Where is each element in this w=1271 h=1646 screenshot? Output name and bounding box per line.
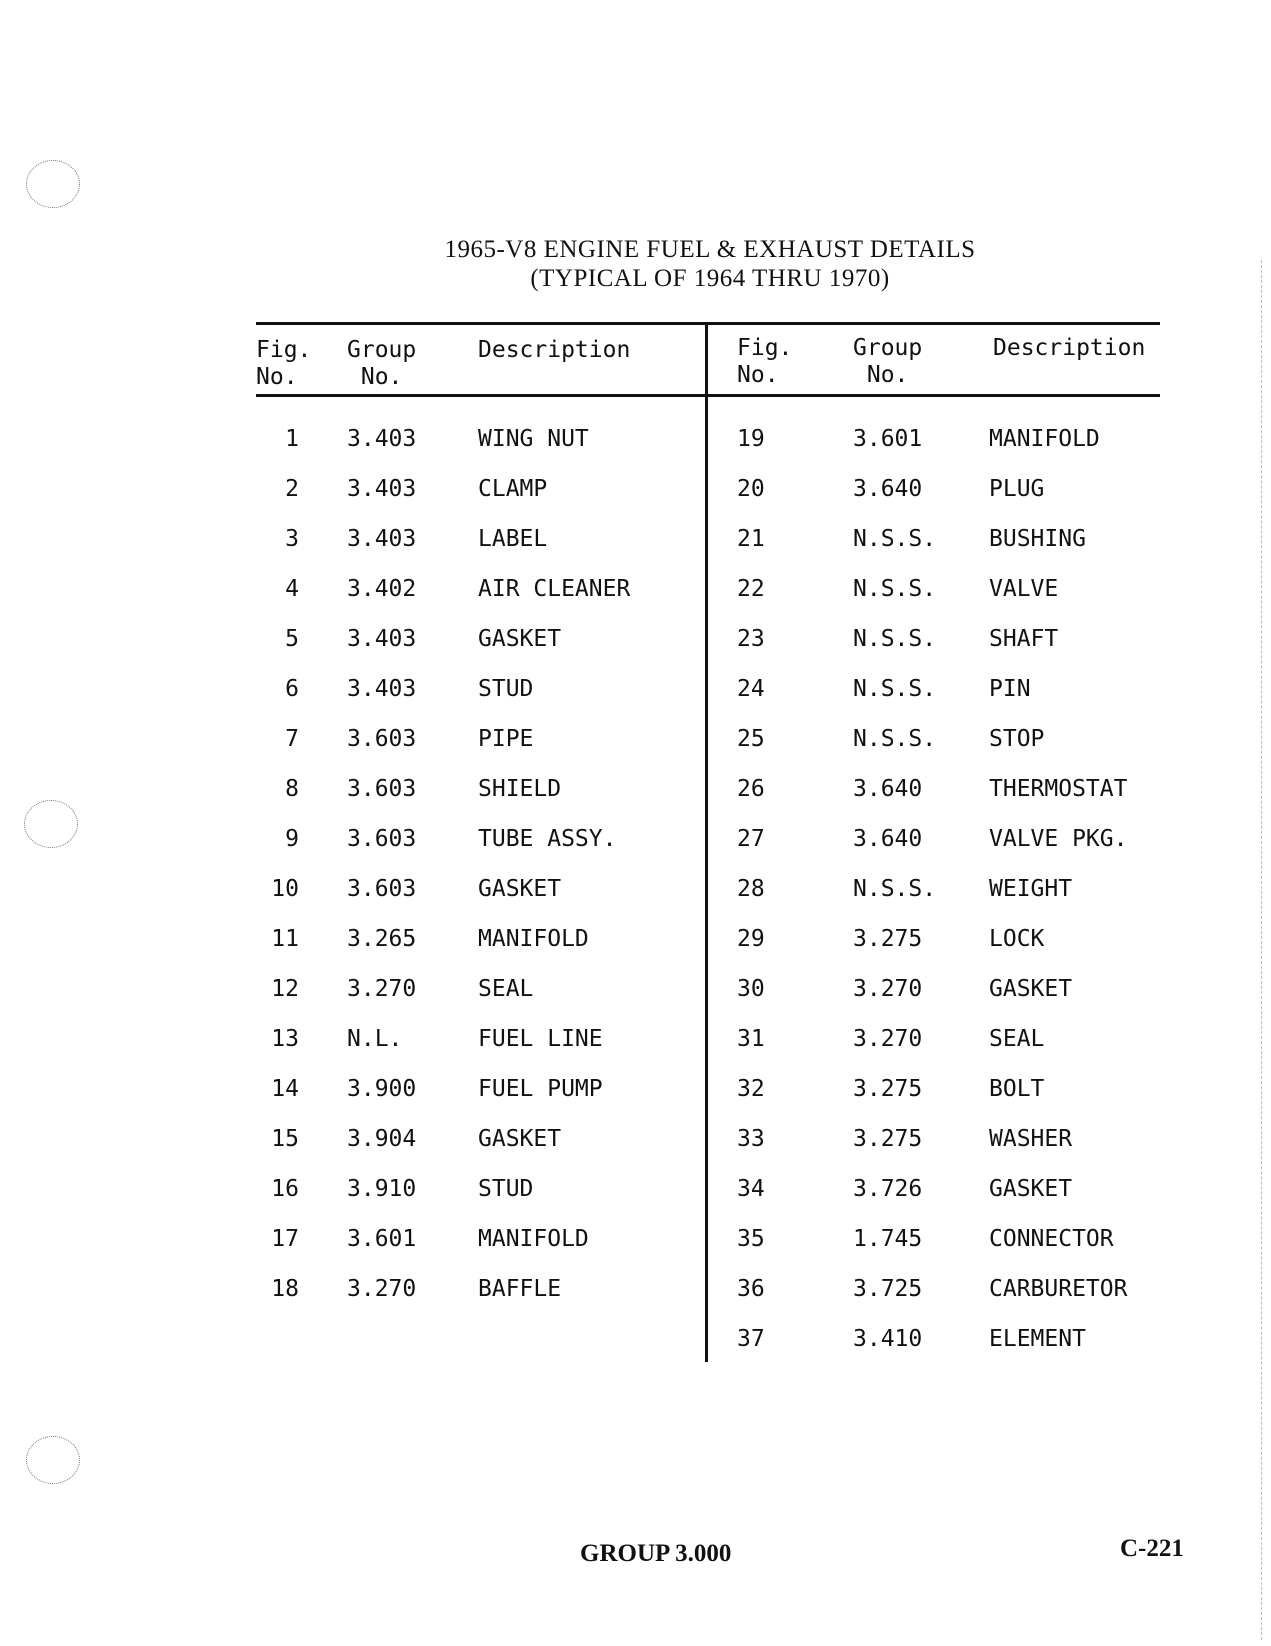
table-cell-desc: MANIFOLD [478, 926, 589, 952]
table-cell-desc: VALVE [989, 576, 1059, 602]
table-cell-fig: 25 [737, 726, 765, 752]
table-cell-desc: WASHER [989, 1126, 1073, 1152]
header-group-no-right: Group No. [853, 335, 923, 388]
table-cell-fig: 37 [737, 1326, 765, 1352]
table-cell-desc: CLAMP [478, 476, 548, 502]
table-cell-fig: 5 [285, 626, 299, 652]
table-cell-fig: 12 [271, 976, 299, 1002]
table-cell-group: 3.725 [853, 1276, 923, 1302]
table-cell-group: N.S.S. [853, 526, 937, 552]
table-cell-group: 1.745 [853, 1226, 923, 1252]
table-cell-group: 3.403 [347, 626, 417, 652]
table-cell-desc: THERMOSTAT [989, 776, 1128, 802]
table-cell-desc: GASKET [478, 626, 562, 652]
table-cell-fig: 13 [271, 1026, 299, 1052]
table-cell-fig: 22 [737, 576, 765, 602]
binder-hole-mark [26, 160, 80, 208]
table-cell-desc: SEAL [989, 1026, 1045, 1052]
table-cell-fig: 18 [271, 1276, 299, 1302]
table-cell-group: 3.603 [347, 876, 417, 902]
table-column-divider [705, 322, 708, 1362]
document-subtitle: (TYPICAL OF 1964 THRU 1970) [530, 265, 890, 292]
footer-page-number: C-221 [1120, 1535, 1184, 1562]
table-cell-fig: 9 [285, 826, 299, 852]
table-cell-desc: CARBURETOR [989, 1276, 1128, 1302]
table-cell-group: 3.601 [853, 426, 923, 452]
table-cell-group: 3.270 [853, 1026, 923, 1052]
table-cell-group: 3.603 [347, 826, 417, 852]
table-cell-desc: GASKET [478, 876, 562, 902]
table-cell-group: 3.275 [853, 1126, 923, 1152]
table-cell-group: 3.726 [853, 1176, 923, 1202]
binder-hole-mark [24, 800, 78, 848]
table-cell-group: 3.640 [853, 476, 923, 502]
table-cell-fig: 30 [737, 976, 765, 1002]
table-cell-desc: STUD [478, 1176, 534, 1202]
document-title: 1965-V8 ENGINE FUEL & EXHAUST DETAILS [444, 236, 976, 263]
table-cell-group: 3.275 [853, 1076, 923, 1102]
table-header-rule [256, 394, 1160, 397]
table-cell-fig: 26 [737, 776, 765, 802]
table-top-rule [256, 322, 1160, 325]
table-cell-group: 3.910 [347, 1176, 417, 1202]
table-cell-fig: 24 [737, 676, 765, 702]
table-cell-fig: 2 [285, 476, 299, 502]
table-cell-group: 3.270 [853, 976, 923, 1002]
table-cell-fig: 20 [737, 476, 765, 502]
table-cell-fig: 4 [285, 576, 299, 602]
table-cell-desc: AIR CLEANER [478, 576, 631, 602]
table-cell-desc: STOP [989, 726, 1045, 752]
table-cell-desc: TUBE ASSY. [478, 826, 617, 852]
table-cell-desc: SEAL [478, 976, 534, 1002]
table-cell-fig: 10 [271, 876, 299, 902]
page-edge-shadow [1261, 260, 1263, 1640]
table-cell-group: 3.403 [347, 426, 417, 452]
table-cell-desc: CONNECTOR [989, 1226, 1114, 1252]
table-cell-group: 3.640 [853, 776, 923, 802]
table-cell-group: N.S.S. [853, 576, 937, 602]
table-cell-group: 3.403 [347, 676, 417, 702]
table-cell-fig: 8 [285, 776, 299, 802]
table-cell-group: N.S.S. [853, 726, 937, 752]
table-cell-fig: 33 [737, 1126, 765, 1152]
table-cell-group: 3.270 [347, 976, 417, 1002]
table-cell-group: 3.603 [347, 726, 417, 752]
table-cell-desc: MANIFOLD [478, 1226, 589, 1252]
table-cell-desc: VALVE PKG. [989, 826, 1128, 852]
table-cell-group: 3.265 [347, 926, 417, 952]
table-cell-group: 3.904 [347, 1126, 417, 1152]
header-fig-no-right: Fig. No. [737, 335, 793, 388]
table-cell-fig: 23 [737, 626, 765, 652]
table-cell-desc: WING NUT [478, 426, 589, 452]
footer-group-label: GROUP 3.000 [580, 1540, 732, 1567]
table-cell-fig: 32 [737, 1076, 765, 1102]
table-cell-fig: 36 [737, 1276, 765, 1302]
table-cell-desc: PLUG [989, 476, 1045, 502]
table-cell-group: 3.275 [853, 926, 923, 952]
table-cell-desc: LOCK [989, 926, 1045, 952]
binder-hole-mark [26, 1436, 80, 1484]
table-cell-desc: BAFFLE [478, 1276, 562, 1302]
table-cell-group: N.S.S. [853, 876, 937, 902]
table-cell-fig: 3 [285, 526, 299, 552]
table-cell-fig: 28 [737, 876, 765, 902]
table-cell-fig: 31 [737, 1026, 765, 1052]
table-cell-desc: GASKET [478, 1126, 562, 1152]
table-cell-desc: PIN [989, 676, 1031, 702]
table-cell-fig: 29 [737, 926, 765, 952]
table-cell-desc: FUEL LINE [478, 1026, 603, 1052]
table-cell-group: 3.640 [853, 826, 923, 852]
table-cell-fig: 11 [271, 926, 299, 952]
table-cell-fig: 17 [271, 1226, 299, 1252]
table-cell-desc: SHAFT [989, 626, 1059, 652]
table-cell-group: 3.402 [347, 576, 417, 602]
table-cell-desc: MANIFOLD [989, 426, 1100, 452]
table-cell-group: N.S.S. [853, 676, 937, 702]
header-description-right: Description [993, 335, 1146, 361]
table-cell-desc: GASKET [989, 976, 1073, 1002]
table-cell-desc: PIPE [478, 726, 534, 752]
table-cell-group: N.S.S. [853, 626, 937, 652]
table-cell-group: 3.900 [347, 1076, 417, 1102]
table-cell-desc: GASKET [989, 1176, 1073, 1202]
table-cell-fig: 34 [737, 1176, 765, 1202]
table-cell-fig: 35 [737, 1226, 765, 1252]
table-cell-fig: 21 [737, 526, 765, 552]
table-cell-fig: 6 [285, 676, 299, 702]
table-cell-fig: 7 [285, 726, 299, 752]
table-cell-desc: BOLT [989, 1076, 1045, 1102]
table-cell-fig: 14 [271, 1076, 299, 1102]
table-cell-group: 3.601 [347, 1226, 417, 1252]
table-cell-group: 3.270 [347, 1276, 417, 1302]
table-cell-desc: STUD [478, 676, 534, 702]
table-cell-fig: 1 [285, 426, 299, 452]
header-fig-no-left: Fig. No. [256, 337, 312, 390]
header-group-no-left: Group No. [347, 337, 417, 390]
table-cell-group: 3.403 [347, 526, 417, 552]
table-cell-desc: WEIGHT [989, 876, 1073, 902]
table-cell-group: 3.403 [347, 476, 417, 502]
table-cell-desc: FUEL PUMP [478, 1076, 603, 1102]
table-cell-fig: 16 [271, 1176, 299, 1202]
table-cell-group: 3.410 [853, 1326, 923, 1352]
table-cell-fig: 27 [737, 826, 765, 852]
table-cell-fig: 15 [271, 1126, 299, 1152]
table-cell-desc: ELEMENT [989, 1326, 1086, 1352]
table-cell-group: 3.603 [347, 776, 417, 802]
table-cell-group: N.L. [347, 1026, 403, 1052]
table-cell-desc: SHIELD [478, 776, 562, 802]
table-cell-fig: 19 [737, 426, 765, 452]
header-description-left: Description [478, 337, 631, 363]
table-cell-desc: LABEL [478, 526, 548, 552]
table-cell-desc: BUSHING [989, 526, 1086, 552]
